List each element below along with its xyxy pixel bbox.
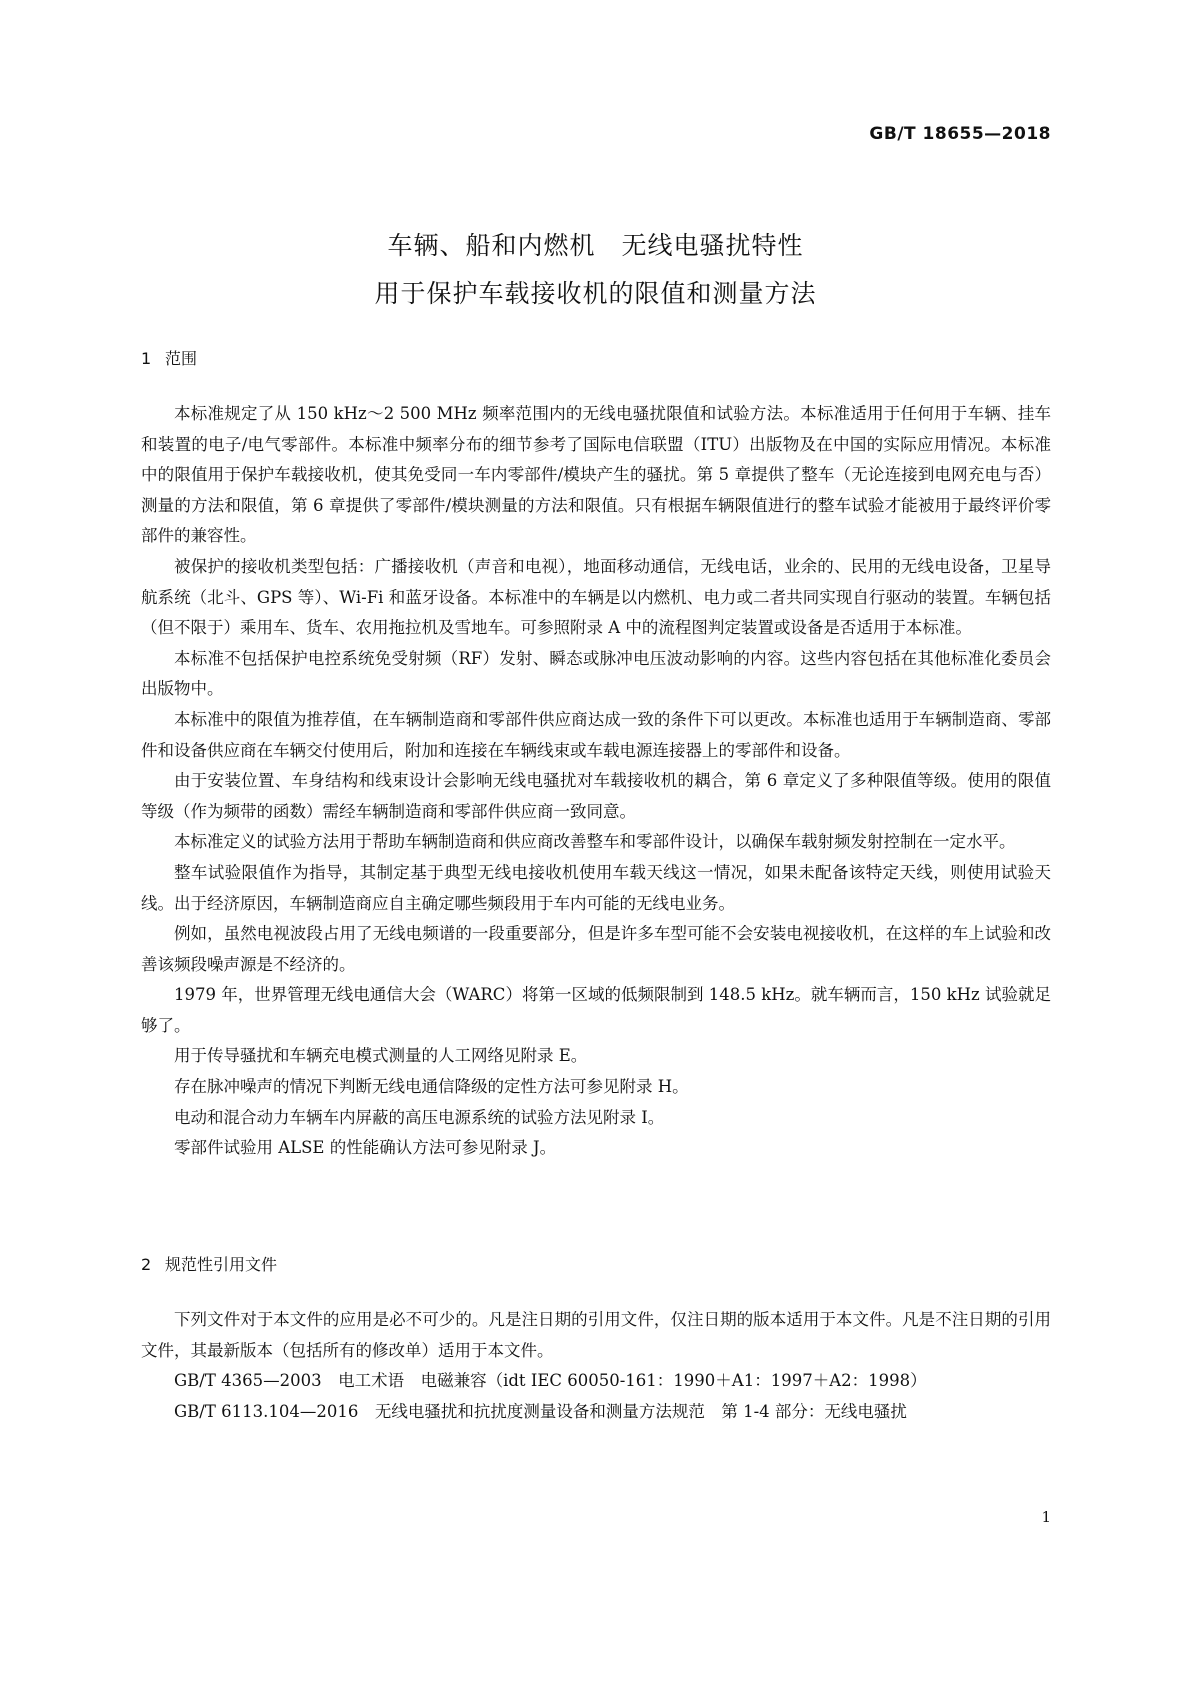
paragraph: 由于安装位置、车身结构和线束设计会影响无线电骚扰对车载接收机的耦合，第 6 章定义了多种限值等级。使用的限值等级（作为频带的函数）需经车辆制造商和零部件供应商一致同意。 bbox=[141, 771, 1051, 821]
section-1-number: 1 bbox=[141, 349, 152, 368]
paragraph: 例如，虽然电视波段占用了无线电频谱的一段重要部分，但是许多车型可能不会安装电视接收机，在这样的车上试验和改善该频段噪声源是不经济的。 bbox=[141, 924, 1051, 974]
document-title-line-1: 车辆、船和内燃机 无线电骚扰特性 bbox=[387, 231, 804, 260]
section-1-heading bbox=[141, 346, 197, 369]
paragraph: 存在脉冲噪声的情况下判断无线电通信降级的定性方法可参见附录 H。 bbox=[174, 1077, 689, 1097]
section-2-heading bbox=[141, 1252, 277, 1275]
reference-list bbox=[141, 1366, 1051, 1427]
section-1-body bbox=[141, 399, 1051, 1164]
paragraph: 零部件试验用 ALSE 的性能确认方法可参见附录 J。 bbox=[174, 1138, 557, 1158]
paragraph: 本标准不包括保护电控系统免受射频（RF）发射、瞬态或脉冲电压波动影响的内容。这些内容包括在其他标准化委员会出版物中。 bbox=[141, 648, 1051, 699]
section-1-title: 范围 bbox=[165, 349, 198, 368]
standard-code: GB/T 18655—2018 bbox=[869, 124, 1051, 144]
paragraph: 1979 年，世界管理无线电通信大会（WARC）将第一区域的低频限制到 148.5 kHz。就车辆而言，150 kHz 试验就足够了。 bbox=[141, 985, 1051, 1035]
reference-item: GB/T 4365—2003 电工术语 电磁兼容（idt IEC 60050-161：1990＋A1：1997＋A2：1998） bbox=[174, 1371, 927, 1390]
section-2-intro bbox=[141, 1305, 1051, 1366]
paragraph: 电动和混合动力车辆车内屏蔽的高压电源系统的试验方法见附录 I。 bbox=[174, 1107, 665, 1127]
section-2-title: 规范性引用文件 bbox=[165, 1255, 278, 1274]
paragraph: 本标准定义的试验方法用于帮助车辆制造商和供应商改善整车和零部件设计，以确保车载射频发射控制在一定水平。 bbox=[174, 832, 1016, 852]
paragraph: 下列文件对于本文件的应用是必不可少的。凡是注日期的引用文件，仅注日期的版本适用于本文件。凡是不注日期的引用文件，其最新版本（包括所有的修改单）适用于本文件。 bbox=[141, 1310, 1051, 1360]
section-2-number: 2 bbox=[141, 1255, 152, 1274]
paragraph: 用于传导骚扰和车辆充电模式测量的人工网络见附录 E。 bbox=[174, 1046, 588, 1066]
reference-item: GB/T 6113.104—2016 无线电骚扰和抗扰度测量设备和测量方法规范 第 1-4 部分：无线电骚扰 bbox=[174, 1401, 907, 1421]
paragraph: 本标准规定了从 150 kHz～2 500 MHz 频率范围内的无线电骚扰限值和试验方法。本标准适用于任何用于车辆、挂车和装置的电子/电气零部件。本标准中频率分布的细节参考了国际电信联盟（ITU）出版物及在中国的实际应用情况。本标准中的限值用于保护车载接收机，使其免受同一车内零部件/模块产生的骚扰。第 5 章提供了整车（无论连接到电网充电与否）测量的方法和限值，第 6 章提供了零部件/模块测量的方法和限值。只有根据车辆限值进行的整车试验才能被用于最终评价零部件的兼容性。 bbox=[141, 404, 1051, 546]
paragraph: 整车试验限值作为指导，其制定基于典型无线电接收机使用车载天线这一情况，如果未配备该特定天线，则使用试验天线。出于经济原因，车辆制造商应自主确定哪些频段用于车内可能的无线电业务。 bbox=[141, 862, 1051, 913]
paragraph: 本标准中的限值为推荐值，在车辆制造商和零部件供应商达成一致的条件下可以更改。本标准也适用于车辆制造商、零部件和设备供应商在车辆交付使用后，附加和连接在车辆线束或车载电源连接器上的零部件和设备。 bbox=[141, 709, 1051, 760]
page-number: 1 bbox=[1041, 1508, 1051, 1526]
document-title-line-2: 用于保护车载接收机的限值和测量方法 bbox=[374, 279, 817, 308]
paragraph: 被保护的接收机类型包括：广播接收机（声音和电视），地面移动通信，无线电话，业余的、民用的无线电设备，卫星导航系统（北斗、GPS 等）、Wi-Fi 和蓝牙设备。本标准中的车辆是以内燃机、电力或二者共同实现自行驱动的装置。车辆包括（但不限于）乘用车、货车、农用拖拉机及雪地车。可参照附录 A 中的流程图判定装置或设备是否适用于本标准。 bbox=[141, 556, 1051, 638]
